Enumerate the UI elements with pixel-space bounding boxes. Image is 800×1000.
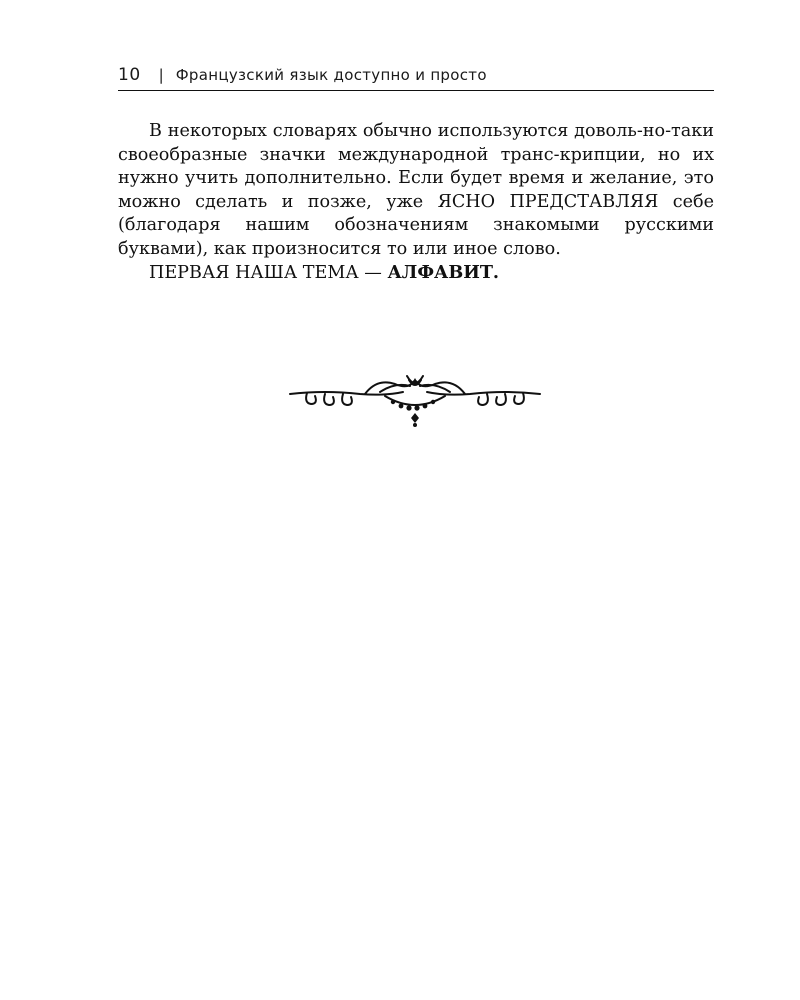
flourish-divider-icon (285, 372, 545, 432)
main-text (118, 120, 714, 286)
page-number: 10 (118, 65, 141, 85)
topic-line (118, 261, 714, 286)
topic-prefix: ПЕРВАЯ НАША ТЕМА — (149, 263, 388, 283)
paragraph: В некоторых словарях обычно используются доволь-но-таки своеобразные значки международной транс-крипции, но их нужно учить дополнительно. Если будет время и желание, это можно сделать и позже, уже ЯСНО ПРЕДСТАВЛЯЯ себе (благодаря нашим обозначениям знакомыми русскими буквами), как произносится то или иное слово. (118, 121, 714, 259)
running-title: Французский язык доступно и просто (175, 66, 487, 84)
running-header (118, 64, 714, 86)
header-rule (118, 90, 714, 91)
header-separator: | (158, 66, 164, 84)
topic-title: АЛФАВИТ. (387, 262, 500, 283)
